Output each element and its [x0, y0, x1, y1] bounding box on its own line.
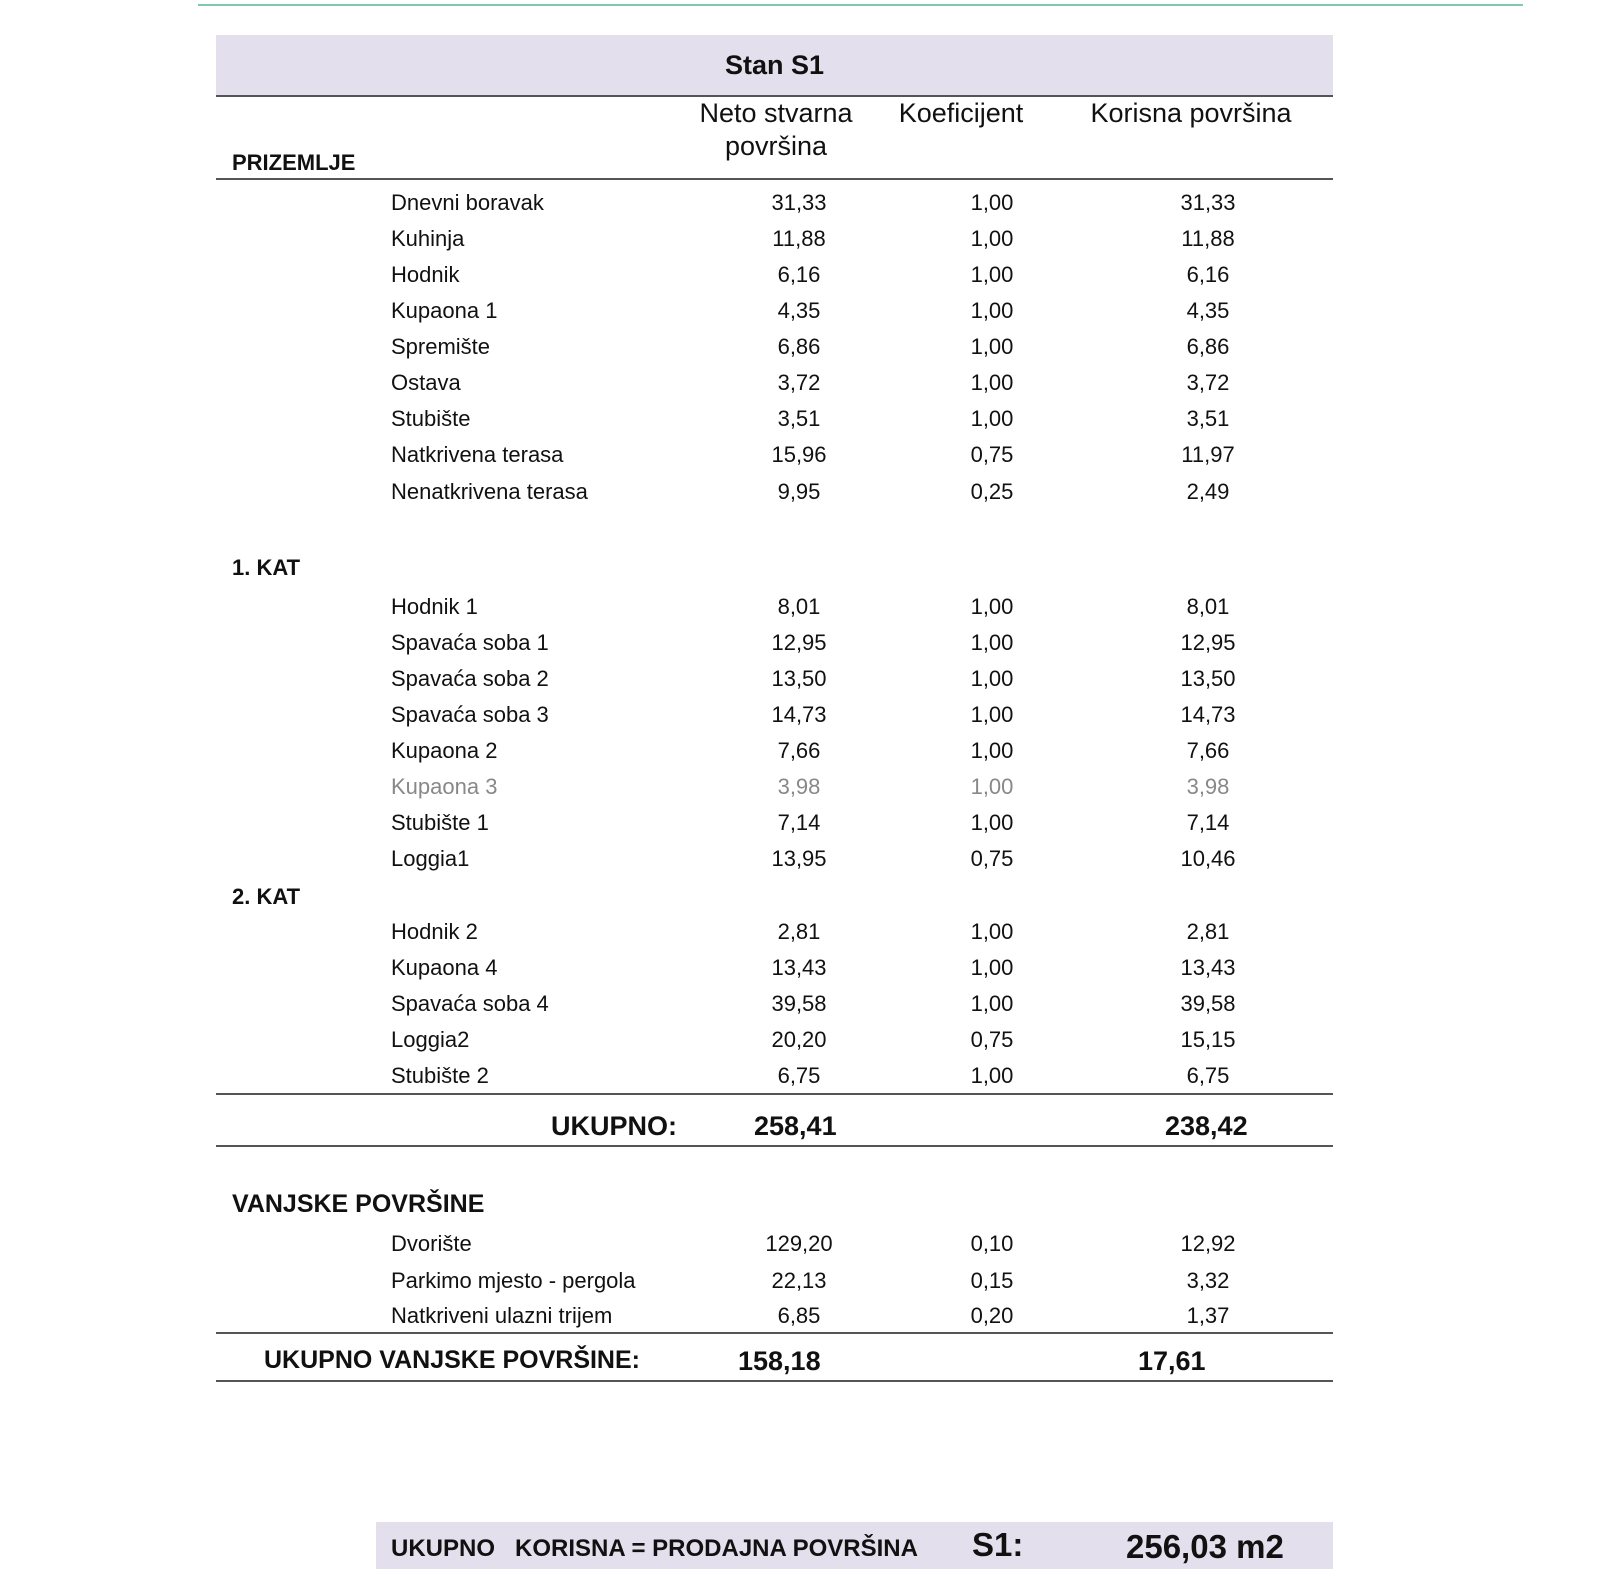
- coef-value: 1,00: [970, 594, 1014, 619]
- header-net-area: Neto stvarna površina: [699, 98, 853, 161]
- table-row: [0, 1022, 1600, 1058]
- net-value: 8,01: [777, 594, 821, 619]
- room-name: Loggia2: [391, 1027, 470, 1052]
- title-text: Stan S1: [724, 49, 825, 80]
- table-title: [216, 35, 1333, 97]
- useful-value: 4,35: [1186, 298, 1230, 323]
- net-value: 20,20: [771, 1027, 827, 1052]
- net-value: 9,95: [777, 479, 821, 504]
- useful-value: 31,33: [1180, 190, 1236, 215]
- table-row: [0, 1263, 1600, 1299]
- table-row: [0, 769, 1600, 805]
- coef-value: 0,75: [970, 442, 1014, 467]
- table-row: [0, 733, 1600, 769]
- room-name: Spremište: [391, 334, 491, 359]
- table-row: [0, 1226, 1600, 1262]
- outdoor-total-net: 158,18: [738, 1346, 821, 1376]
- header-useful-area: Korisna površina: [1090, 98, 1292, 128]
- room-name: Stubište 1: [391, 810, 489, 835]
- coef-value: 0,20: [970, 1303, 1014, 1328]
- coef-value: 1,00: [970, 666, 1014, 691]
- room-name: Kupaona 4: [391, 955, 498, 980]
- header-coefficient: Koeficijent: [898, 98, 1024, 128]
- coef-value: 0,10: [970, 1231, 1014, 1256]
- useful-value: 11,88: [1181, 226, 1235, 251]
- coef-value: 1,00: [970, 1063, 1014, 1088]
- coef-value: 1,00: [970, 702, 1014, 727]
- outdoor-total-label: UKUPNO VANJSKE POVRŠINE:: [264, 1346, 640, 1374]
- room-name: Spavaća soba 2: [391, 666, 549, 691]
- net-value: 31,33: [771, 190, 827, 215]
- coef-value: 1,00: [970, 226, 1014, 251]
- useful-value: 11,97: [1181, 442, 1235, 467]
- coef-value: 0,75: [970, 1027, 1014, 1052]
- net-value: 3,51: [777, 406, 821, 431]
- coef-value: 0,25: [970, 479, 1014, 504]
- coef-value: 1,00: [970, 298, 1014, 323]
- coef-value: 1,00: [970, 991, 1014, 1016]
- room-name: Hodnik 1: [391, 594, 478, 619]
- net-value: 4,35: [777, 298, 821, 323]
- room-name: Hodnik: [391, 262, 460, 287]
- table-row: [0, 293, 1600, 329]
- net-value: 13,43: [771, 955, 827, 980]
- total-useful: 238,42: [1165, 1111, 1248, 1141]
- net-value: 7,66: [777, 738, 821, 763]
- coef-value: 1,00: [970, 738, 1014, 763]
- divider: [216, 1145, 1333, 1147]
- useful-value: 1,37: [1186, 1303, 1230, 1328]
- net-value: 6,85: [777, 1303, 821, 1328]
- table-row: [0, 589, 1600, 625]
- outdoor-total-useful: 17,61: [1138, 1346, 1206, 1376]
- useful-value: 8,01: [1186, 594, 1230, 619]
- room-name: Ostava: [391, 370, 461, 395]
- useful-value: 15,15: [1180, 1027, 1236, 1052]
- total-label: UKUPNO:: [551, 1111, 677, 1141]
- table-row: [0, 185, 1600, 221]
- useful-value: 13,43: [1180, 955, 1236, 980]
- area-name: Dvorište: [391, 1231, 472, 1256]
- net-value: 39,58: [771, 991, 827, 1016]
- useful-value: 3,32: [1186, 1268, 1230, 1293]
- net-value: 7,14: [777, 810, 821, 835]
- room-name: Spavaća soba 1: [391, 630, 549, 655]
- room-name: Stubište: [391, 406, 471, 431]
- divider: [216, 1093, 1333, 1095]
- useful-value: 3,98: [1186, 774, 1230, 799]
- coef-value: 1,00: [970, 262, 1014, 287]
- table-row: [0, 365, 1600, 401]
- useful-value: 6,86: [1186, 334, 1230, 359]
- grand-total-label: UKUPNO KORISNA = PRODAJNA POVRŠINA: [391, 1535, 918, 1562]
- net-value: 3,72: [777, 370, 821, 395]
- section-label: VANJSKE POVRŠINE: [232, 1190, 485, 1218]
- useful-value: 12,95: [1180, 630, 1236, 655]
- divider: [216, 1380, 1333, 1382]
- room-name: Kupaona 1: [391, 298, 498, 323]
- grand-total-unit: S1:: [972, 1526, 1024, 1563]
- net-value: 2,81: [777, 919, 821, 944]
- top-rule: [198, 4, 1523, 6]
- useful-value: 7,66: [1186, 738, 1230, 763]
- coef-value: 0,15: [970, 1268, 1014, 1293]
- coef-value: 1,00: [970, 334, 1014, 359]
- table-row: [0, 950, 1600, 986]
- room-name: Dnevni boravak: [391, 190, 544, 215]
- table-row: [0, 661, 1600, 697]
- net-value: 6,86: [777, 334, 821, 359]
- room-name: Spavaća soba 4: [391, 991, 549, 1016]
- grand-total-band: [376, 1522, 1333, 1569]
- useful-value: 14,73: [1180, 702, 1236, 727]
- table-row: [0, 257, 1600, 293]
- total-net: 258,41: [754, 1111, 837, 1141]
- divider: [216, 1332, 1333, 1334]
- useful-value: 2,49: [1186, 479, 1230, 504]
- useful-value: 6,75: [1186, 1063, 1230, 1088]
- useful-value: 7,14: [1186, 810, 1230, 835]
- coef-value: 1,00: [970, 406, 1014, 431]
- net-value: 15,96: [771, 442, 827, 467]
- useful-value: 12,92: [1180, 1231, 1236, 1256]
- coef-value: 0,75: [970, 846, 1014, 871]
- table-row: [0, 1058, 1600, 1094]
- room-name: Stubište 2: [391, 1063, 489, 1088]
- table-row: [0, 805, 1600, 841]
- useful-value: 3,51: [1186, 406, 1230, 431]
- room-name: Natkrivena terasa: [391, 442, 564, 467]
- table-row: [0, 697, 1600, 733]
- table-row: [0, 401, 1600, 437]
- coef-value: 1,00: [970, 774, 1014, 799]
- table-row: [0, 329, 1600, 365]
- net-value: 13,50: [771, 666, 827, 691]
- useful-value: 2,81: [1186, 919, 1230, 944]
- room-name: Kupaona 3: [391, 774, 498, 799]
- area-name: Parkimo mjesto - pergola: [391, 1268, 636, 1293]
- grand-total-value: 256,03 m2: [1126, 1528, 1284, 1565]
- room-name: Loggia1: [391, 846, 470, 871]
- coef-value: 1,00: [970, 190, 1014, 215]
- net-value: 12,95: [771, 630, 827, 655]
- useful-value: 3,72: [1186, 370, 1230, 395]
- room-name: Kupaona 2: [391, 738, 498, 763]
- section-label: 2. KAT: [232, 884, 301, 909]
- table-row: [0, 625, 1600, 661]
- net-value: 11,88: [772, 226, 826, 251]
- table-header: [216, 97, 1333, 180]
- coef-value: 1,00: [970, 955, 1014, 980]
- table-row: [0, 986, 1600, 1022]
- room-name: Nenatkrivena terasa: [391, 479, 588, 504]
- room-name: Spavaća soba 3: [391, 702, 549, 727]
- table-row: [0, 841, 1600, 877]
- net-value: 3,98: [777, 774, 821, 799]
- useful-value: 6,16: [1186, 262, 1230, 287]
- useful-value: 10,46: [1180, 846, 1236, 871]
- table-row: [0, 474, 1600, 510]
- room-name: Hodnik 2: [391, 919, 478, 944]
- section-label: 1. KAT: [232, 555, 301, 580]
- net-value: 6,75: [777, 1063, 821, 1088]
- net-value: 129,20: [765, 1231, 833, 1256]
- coef-value: 1,00: [970, 919, 1014, 944]
- coef-value: 1,00: [970, 630, 1014, 655]
- section-label: PRIZEMLJE: [232, 150, 356, 175]
- coef-value: 1,00: [970, 370, 1014, 395]
- net-value: 14,73: [771, 702, 827, 727]
- net-value: 22,13: [771, 1268, 827, 1293]
- table-row: [0, 221, 1600, 257]
- net-value: 13,95: [771, 846, 827, 871]
- room-name: Kuhinja: [391, 226, 465, 251]
- table-row: [0, 914, 1600, 950]
- useful-value: 13,50: [1180, 666, 1236, 691]
- table-row: [0, 437, 1600, 473]
- useful-value: 39,58: [1180, 991, 1236, 1016]
- table-row: [0, 1298, 1600, 1334]
- net-value: 6,16: [777, 262, 821, 287]
- area-name: Natkriveni ulazni trijem: [391, 1303, 613, 1328]
- coef-value: 1,00: [970, 810, 1014, 835]
